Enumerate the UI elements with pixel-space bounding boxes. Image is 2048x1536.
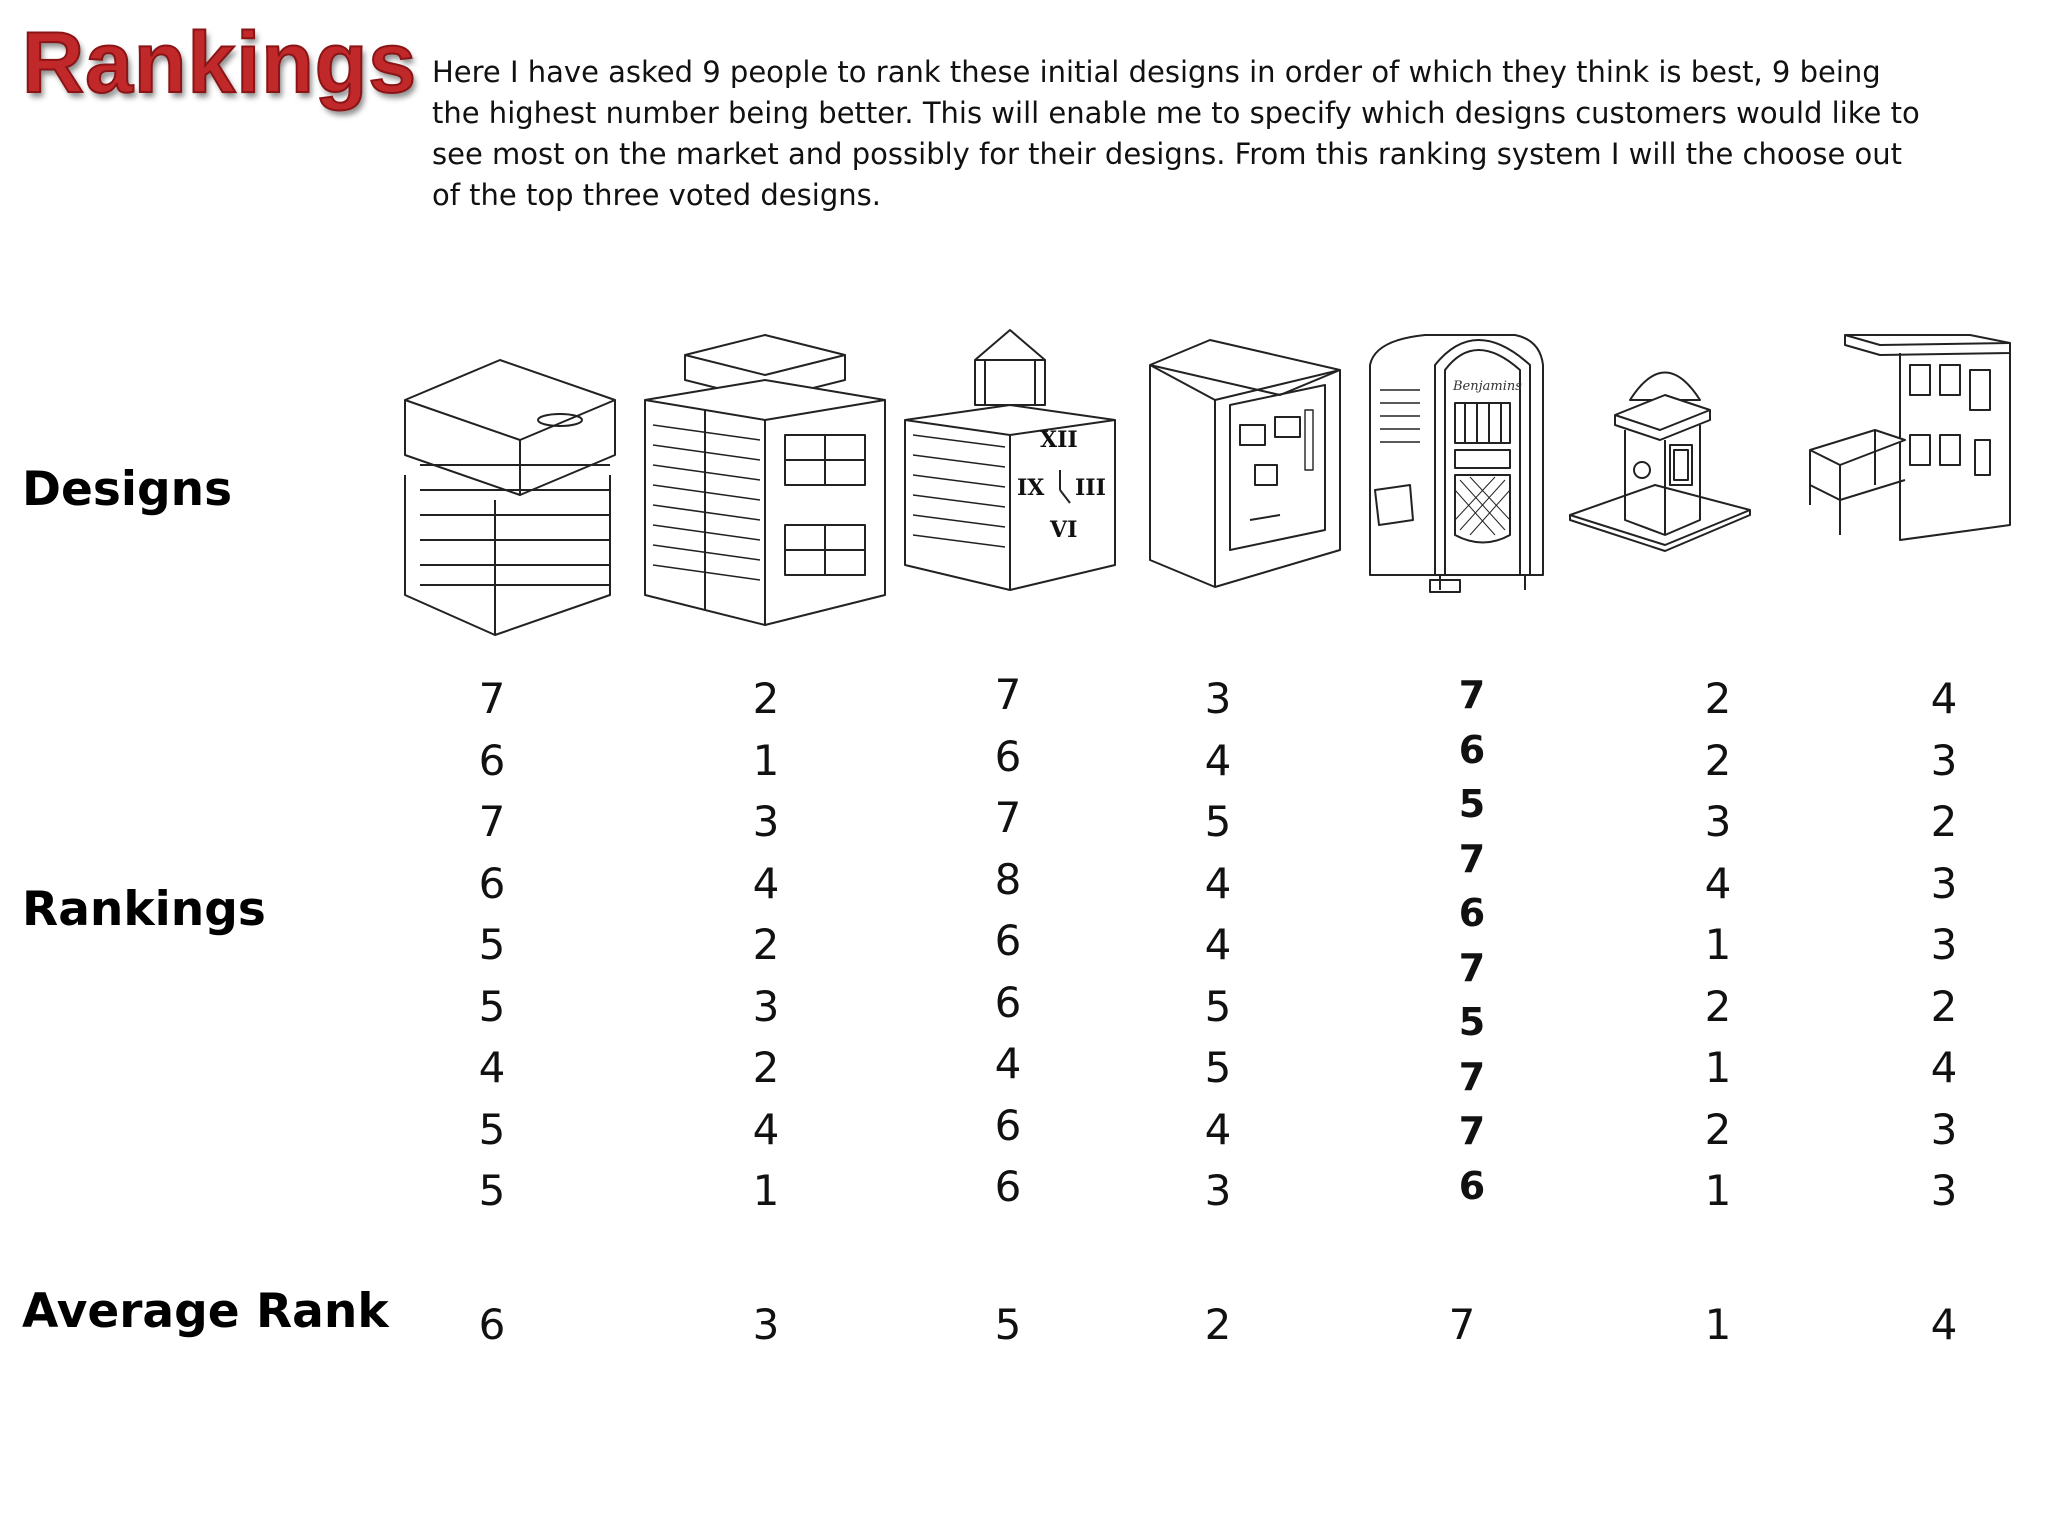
clock-numeral-iii: III (1075, 475, 1106, 501)
rank-value: 1 (1704, 1166, 1732, 1215)
average-rank-row-label: Average Rank (22, 1284, 389, 1339)
rank-value: 3 (1930, 1166, 1958, 1215)
rank-value: 2 (1704, 735, 1732, 785)
rank-value: 6 (994, 1162, 1022, 1211)
rank-value: 6 (994, 731, 1022, 781)
ranking-column-design-1 (442, 668, 542, 1222)
rank-value: 6 (1458, 727, 1486, 772)
average-rank-design-6: 1 (1704, 1300, 1732, 1349)
design-7-sketch (1810, 335, 2010, 540)
rank-value: 4 (1204, 920, 1232, 969)
rank-value: 4 (752, 1104, 780, 1154)
rank-value: 4 (752, 858, 780, 908)
rank-value: 7 (1458, 1054, 1486, 1099)
rank-value: 1 (1704, 920, 1732, 969)
ranking-column-design-5 (1422, 668, 1522, 1213)
rank-value: 3 (1930, 735, 1958, 785)
average-rank-design-7: 4 (1930, 1300, 1958, 1349)
average-rank-design-3: 5 (994, 1300, 1022, 1349)
rank-value: 4 (1204, 735, 1232, 785)
rank-value: 2 (752, 920, 780, 969)
rank-value: 3 (1204, 1166, 1232, 1215)
average-rank-design-5: 7 (1448, 1300, 1476, 1349)
rank-value: 3 (752, 797, 780, 846)
clock-numeral-ix: IX (1017, 475, 1045, 501)
design-6-sketch (1570, 373, 1750, 552)
rank-value: 2 (752, 1043, 780, 1092)
designs-row-label: Designs (22, 462, 233, 517)
rank-value: 4 (1930, 674, 1958, 723)
rank-value: 2 (1704, 1104, 1732, 1154)
rank-value: 2 (1930, 981, 1958, 1031)
design-1-sketch (405, 360, 615, 635)
rank-value: 7 (478, 797, 506, 846)
rank-value: 6 (478, 735, 506, 785)
average-rank-design-1: 6 (478, 1300, 506, 1349)
ranking-column-design-4 (1168, 668, 1268, 1222)
rank-value: 7 (994, 793, 1022, 842)
design-sketches (400, 325, 2048, 645)
clock-numeral-vi: VI (1050, 517, 1078, 543)
rank-value: 4 (1704, 858, 1732, 908)
rank-value: 2 (1704, 674, 1732, 723)
rank-value: 6 (994, 977, 1022, 1027)
rank-value: 1 (752, 1166, 780, 1215)
average-rank-design-4: 2 (1204, 1300, 1232, 1349)
ranking-column-design-3 (958, 664, 1058, 1218)
jukebox-brand-text: Benjamins (1453, 379, 1522, 394)
rank-value: 6 (1458, 1163, 1486, 1208)
rank-value: 3 (1204, 674, 1232, 723)
ranking-column-design-6 (1668, 668, 1768, 1222)
rank-value: 2 (1930, 797, 1958, 846)
rank-value: 4 (1204, 858, 1232, 908)
rank-value: 7 (1458, 673, 1486, 717)
rank-value: 5 (1204, 1043, 1232, 1092)
rank-value: 4 (1930, 1043, 1958, 1092)
design-2-sketch (645, 335, 885, 625)
page-title: Rankings (22, 15, 418, 111)
rank-value: 3 (752, 981, 780, 1031)
rank-value: 1 (1704, 1043, 1732, 1092)
rank-value: 6 (994, 916, 1022, 965)
rank-value: 5 (1204, 981, 1232, 1031)
rank-value: 7 (478, 674, 506, 723)
rank-value: 6 (994, 1100, 1022, 1150)
rank-value: 4 (994, 1039, 1022, 1088)
rank-value: 6 (1458, 891, 1486, 935)
rank-value: 5 (478, 981, 506, 1031)
rank-value: 5 (1204, 797, 1232, 846)
design-5-sketch (1370, 335, 1543, 592)
clock-numeral-xii: XII (1040, 427, 1078, 453)
design-3-sketch (905, 330, 1115, 590)
rank-value: 8 (994, 854, 1022, 904)
rank-value: 5 (478, 920, 506, 969)
rank-value: 4 (478, 1043, 506, 1092)
rank-value: 2 (1704, 981, 1732, 1031)
rank-value: 5 (478, 1166, 506, 1215)
ranking-column-design-2 (716, 668, 816, 1222)
rank-value: 7 (1458, 1109, 1486, 1153)
ranking-column-design-7 (1894, 668, 1994, 1222)
rank-value: 5 (478, 1104, 506, 1154)
rank-value: 3 (1930, 858, 1958, 908)
rank-value: 3 (1704, 797, 1732, 846)
rank-value: 6 (478, 858, 506, 908)
rank-value: 7 (1458, 945, 1486, 990)
rank-value: 2 (752, 674, 780, 723)
rank-value: 3 (1930, 1104, 1958, 1154)
average-rank-design-2: 3 (752, 1300, 780, 1349)
rank-value: 1 (752, 735, 780, 785)
rank-value: 4 (1204, 1104, 1232, 1154)
design-4-sketch (1150, 340, 1340, 587)
rank-value: 3 (1930, 920, 1958, 969)
rank-value: 5 (1458, 1000, 1486, 1044)
rankings-row-label: Rankings (22, 882, 266, 937)
intro-paragraph: Here I have asked 9 people to rank these initial designs in order of which they think is best, 9 being the highest number being better. This will enable me to specify which designs customers would like to see most on the market and possibly for their designs. From this ranking system I will the choose out of the top three voted designs. (432, 55, 1920, 212)
rank-value: 5 (1458, 782, 1486, 826)
rank-value: 7 (1458, 836, 1486, 881)
rank-value: 7 (994, 670, 1022, 719)
